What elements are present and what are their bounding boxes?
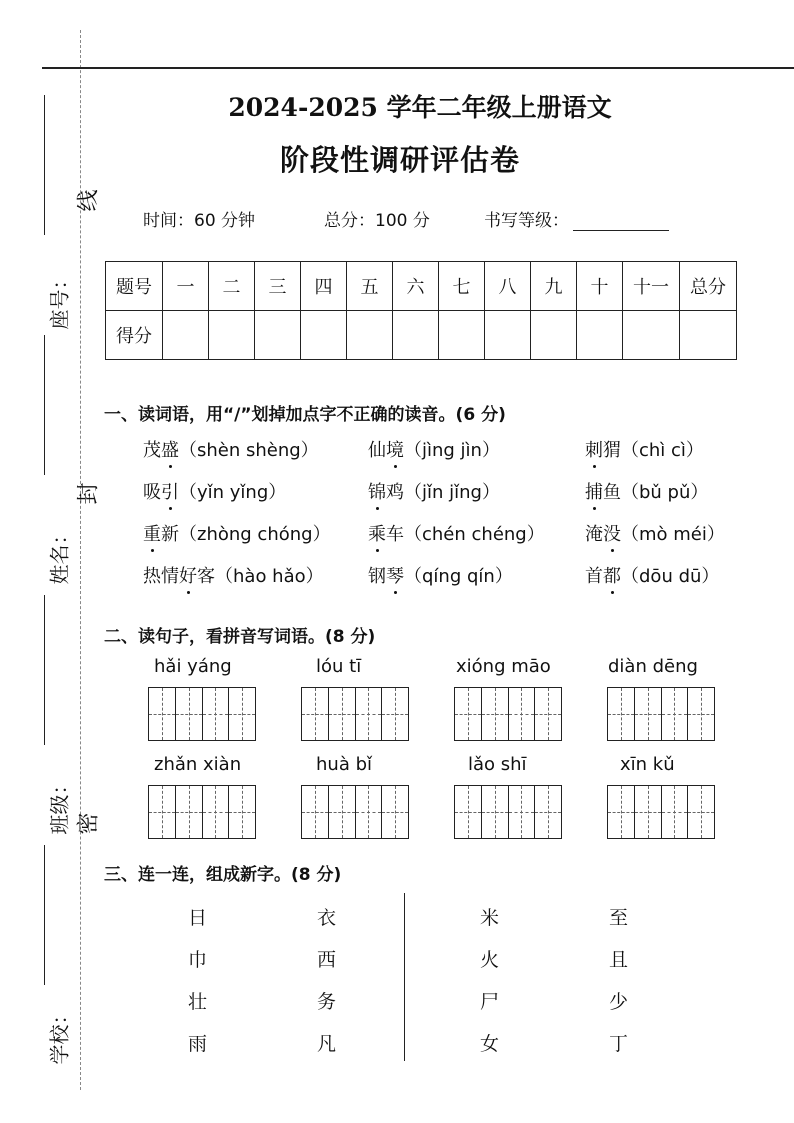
writing-grade-blank[interactable] — [573, 214, 669, 231]
writing-grade-label: 书写等级： — [484, 211, 569, 231]
score-cell[interactable] — [439, 311, 485, 360]
score-header-row — [106, 262, 737, 311]
q3-char[interactable]: 西 — [317, 949, 337, 971]
q1-item: 首都（dōu dū） — [585, 562, 719, 588]
q3-char[interactable]: 尸 — [480, 991, 500, 1013]
q1-item: 淹没（mò méi） — [585, 520, 725, 546]
score-cell[interactable] — [680, 311, 737, 360]
score-header-cell: 三 — [255, 262, 301, 311]
q3-title: 三、连一连，组成新字。(8 分) — [104, 865, 342, 885]
q3-char[interactable]: 至 — [609, 907, 629, 929]
q3-char[interactable]: 丁 — [609, 1033, 629, 1055]
seal-seal-char: 封 — [76, 482, 102, 505]
writing-grade — [484, 206, 669, 231]
q1-title: 一、读词语，用“/”划掉加点字不正确的读音。(6 分) — [104, 405, 506, 425]
score-header-cell: 九 — [531, 262, 577, 311]
q1-item: 刺猬（chì cì） — [585, 436, 704, 462]
score-cell[interactable] — [301, 311, 347, 360]
q2-pinyin: xīn kǔ — [620, 754, 675, 775]
score-cell[interactable] — [209, 311, 255, 360]
q1-item: 钢琴（qíng qín） — [368, 562, 513, 588]
score-cell[interactable] — [255, 311, 301, 360]
q1-item: 吸引（yǐn yǐng） — [143, 478, 286, 504]
score-header-cell: 二 — [209, 262, 255, 311]
writing-grid[interactable] — [607, 687, 715, 741]
q1-item: 捕鱼（bǔ pǔ） — [585, 478, 708, 504]
q3-char[interactable]: 雨 — [188, 1033, 208, 1055]
writing-grid[interactable] — [454, 687, 562, 741]
writing-grid[interactable] — [148, 687, 256, 741]
time-info: 时间：60 分钟 — [143, 211, 256, 231]
q2-pinyin: lǎo shī — [468, 754, 527, 775]
q2-pinyin: huà bǐ — [316, 754, 372, 775]
q3-char[interactable]: 务 — [317, 991, 337, 1013]
q3-char[interactable]: 且 — [609, 949, 629, 971]
q3-char[interactable]: 日 — [188, 907, 208, 929]
school-line — [44, 845, 45, 985]
score-header-cell: 五 — [347, 262, 393, 311]
q3-char[interactable]: 衣 — [317, 907, 337, 929]
score-table — [105, 261, 737, 360]
score-cell[interactable] — [577, 311, 623, 360]
q3-char[interactable]: 米 — [480, 907, 500, 929]
name-label: 姓名： — [47, 524, 72, 585]
score-header-cell: 一 — [163, 262, 209, 311]
q3-char[interactable]: 巾 — [188, 949, 208, 971]
seal-secret-char: 密 — [76, 812, 102, 835]
q3-char[interactable]: 火 — [480, 949, 500, 971]
header-rule — [42, 67, 794, 69]
q1-item: 重新（zhòng chóng） — [143, 520, 331, 546]
writing-grid[interactable] — [454, 785, 562, 839]
score-value-row — [106, 311, 737, 360]
q2-pinyin: zhǎn xiàn — [154, 754, 242, 775]
seal-line-char: 线 — [76, 189, 102, 212]
q3-char[interactable]: 少 — [609, 991, 629, 1013]
q1-item: 锦鸡（jǐn jǐng） — [368, 478, 500, 504]
score-header-cell: 题号 — [106, 262, 163, 311]
score-header-cell: 四 — [301, 262, 347, 311]
score-cell[interactable] — [623, 311, 680, 360]
score-cell[interactable] — [347, 311, 393, 360]
class-label: 班级： — [47, 774, 72, 835]
score-row-label: 得分 — [106, 311, 163, 360]
writing-grid[interactable] — [301, 687, 409, 741]
score-header-cell: 总分 — [680, 262, 737, 311]
score-header-cell: 六 — [393, 262, 439, 311]
q3-divider — [404, 893, 405, 1061]
q2-title: 二、读句子，看拼音写词语。(8 分) — [104, 627, 376, 647]
q3-char[interactable]: 女 — [480, 1033, 500, 1055]
score-header-cell: 八 — [485, 262, 531, 311]
q1-item: 仙境（jìng jìn） — [368, 436, 500, 462]
score-cell[interactable] — [163, 311, 209, 360]
writing-grid[interactable] — [301, 785, 409, 839]
score-cell[interactable] — [393, 311, 439, 360]
class-line — [44, 595, 45, 745]
q1-item: 热情好客（hào hǎo） — [143, 562, 324, 588]
q1-item: 茂盛（shèn shèng） — [143, 436, 319, 462]
seat-label: 座号： — [47, 269, 72, 330]
score-header-cell: 十一 — [623, 262, 680, 311]
q1-item: 乘车（chén chéng） — [368, 520, 545, 546]
q2-pinyin: diàn dēng — [608, 656, 698, 677]
writing-grid[interactable] — [148, 785, 256, 839]
q3-char[interactable]: 凡 — [317, 1033, 337, 1055]
score-cell[interactable] — [485, 311, 531, 360]
exam-subtitle: 阶段性调研评估卷 — [279, 143, 520, 177]
total-info: 总分：100 分 — [324, 211, 430, 231]
exam-title: 2024-2025 学年二年级上册语文 — [228, 93, 612, 122]
q2-pinyin: lóu tī — [316, 656, 362, 677]
q2-pinyin: xióng māo — [456, 656, 551, 677]
score-header-cell: 十 — [577, 262, 623, 311]
q2-pinyin: hǎi yáng — [154, 656, 232, 677]
writing-grid[interactable] — [607, 785, 715, 839]
score-header-cell: 七 — [439, 262, 485, 311]
name-line — [44, 335, 45, 475]
score-cell[interactable] — [531, 311, 577, 360]
q3-char[interactable]: 壮 — [188, 991, 208, 1013]
school-label: 学校： — [47, 1004, 72, 1065]
